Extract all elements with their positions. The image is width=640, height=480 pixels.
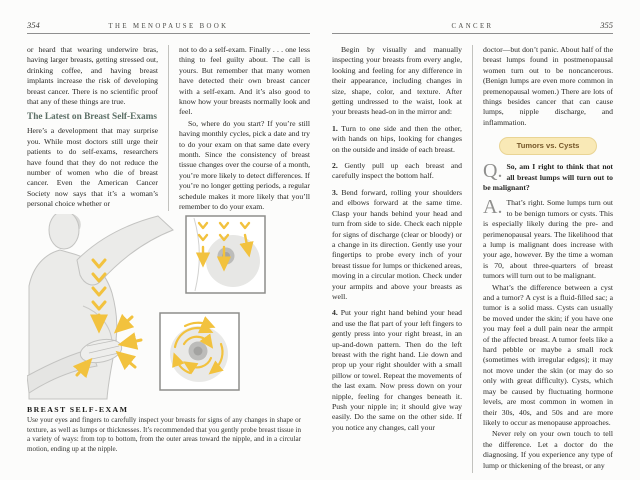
paragraph: Begin by visually and manually inspecting your breasts from every angle, looking and feeling for any difference in their appearance, including changes in size, shape, color, and texture. After getting undressed to the waist, look at your breasts head-on in the mirror and: (332, 45, 462, 117)
caption-body: Use your eyes and fingers to carefully inspect your breasts for signs of any changes in shape or texture, as well as lumps or thicknesses. It’s recommended that you gently probe breast tissue in a variety of ways: from top to bottom, from the outer areas toward the nipple, and in a circular motion, ending up at the nipple. (27, 416, 301, 453)
tumors-vs-cysts-badge (499, 137, 598, 155)
section-heading: The Latest on Breast Self-Exams (27, 112, 157, 123)
question-dropcap: Q. (483, 160, 503, 183)
self-exam-figure (27, 214, 312, 402)
left-column-2 (168, 45, 310, 211)
page-header-right (332, 18, 613, 34)
text-columns-right (332, 45, 613, 473)
page-355 (332, 18, 613, 470)
step-text: Bend forward, rolling your shoulders and elbows forward at the same time. Clasp your hands behind your head and turn from side to side. Check each nipple for signs of discharge (clear or bloody) or a change in its direction. Gently use your fingertips to probe every inch of your breast tissue for lumps or thickened areas, moving in a circular motion. Check under your armpits and above your breasts as well. (332, 187, 462, 301)
question-text: So, am I right to think that not all breast lumps will turn out to be malignant? (483, 162, 613, 192)
paragraph: doctor—but don’t panic. About half of the breast lumps found in postmenopausal women turn out to be noncancerous. (Benign lumps are even more common in premenopausal women.) There are lots of things besides cancer that can cause lumps, nipple discharge, and inflammation. (483, 45, 613, 127)
running-head-right: CANCER (451, 23, 494, 30)
step-item (332, 188, 462, 302)
step-number: 3. (332, 187, 338, 197)
right-column-1 (332, 45, 462, 473)
paragraph: or heard that wearing underwire bras, having larger breasts, getting stressed out, drinking coffee, and having breast implants increase the risk of developing breast cancer. There is no scientific proof that any of these things are true. (27, 45, 158, 107)
paragraph: Here’s a development that may surprise you. While most doctors still urge their patients to do self-exams, researchers have found that they do not reduce the number of women who die of breast cancer. Even the American Cancer Society now says that it’s a woman’s personal choice whether or (27, 126, 158, 209)
breast-self-exam-illustration (27, 214, 312, 402)
step-item (332, 124, 462, 155)
inset-circular-pattern (160, 313, 239, 390)
answer-block (483, 198, 613, 281)
question-block (483, 162, 613, 193)
page-number-right: 355 (600, 20, 613, 30)
step-text: Gently pull up each breast and carefully inspect the bottom half. (332, 161, 462, 181)
paragraph: Never rely on your own touch to tell the difference. Let a doctor do the diagnosing. If you experience any type of lump or thickening of the breast, or any (483, 429, 613, 470)
left-column-1 (27, 45, 158, 211)
step-text: Put your right hand behind your head and use the flat part of your left fingers to gently press into your right breast, in an up-and-down pattern. Then do the left breast with the right hand. Lie down and prop up your right shoulder with a small pillow or towel. Repeat the movements of the last exam. Now press down on your nipple, feeling for changes beneath it. Push your nipple in; it should give way easily. Do the same on the other side. If you notice any changes, call your (332, 308, 462, 432)
badge-label: Tumors vs. Cysts (516, 140, 580, 150)
page-header-left (27, 18, 310, 34)
answer-text: That’s right. Some lumps turn out to be benign tumors or cysts. This is especially likely during the pre- and perimenopausal years. The likelihood that a lump is malignant does increase with your age, however. By the time a woman is 70, about three-quarters of breast tumors will turn out to be malignant. (483, 198, 613, 281)
paragraph: not to do a self-exam. Finally . . . one less thing to feel guilty about. The call is yours. But remember that many women have detected their own breast cancer with a self-exam. And it’s also good to know how your breasts normally look and feel. (179, 45, 310, 117)
step-number: 2. (332, 161, 338, 171)
page-number-left: 354 (27, 20, 40, 30)
paragraph: What’s the difference between a cyst and a tumor? A cyst is a fluid-filled sac; a tumor is a solid mass. Cysts can usually be moved under the skin; if you have one you may feel a dull pain near the armpit of the affected breast. A tumor feels like a hard pebble or maybe a small rock (sometimes with irregular edges); it may not move under the skin (or may do so only with great difficulty). Cysts, which may be caused by fluctuating hormone levels, are most common in women in their 30s, 40s, and 50s and are more likely to occur as menopause approaches. (483, 282, 613, 427)
running-head-left: THE MENOPAUSE BOOK (108, 23, 229, 30)
step-number: 4. (332, 308, 338, 318)
step-text: Turn to one side and then the other, with hands on hips, looking for changes on the outside and inside of each breast. (332, 123, 462, 154)
text-columns-left (27, 45, 310, 211)
step-number: 1. (332, 123, 338, 133)
step-item (332, 161, 462, 182)
figure-caption (27, 405, 301, 454)
caption-title: BREAST SELF-EXAM (27, 405, 129, 414)
right-column-2 (472, 45, 613, 473)
step-item (332, 308, 462, 433)
page-354 (27, 18, 310, 470)
answer-dropcap: A. (483, 196, 503, 219)
paragraph: So, where do you start? If you’re still having monthly cycles, pick a date and try to do your exam on that same date every month. Since the consistency of breast tissue changes over the course of a month, you’re more likely to detect differences. If you’re no longer getting periods, a regular schedule makes it more likely that you’ll remember to do your exam. (179, 118, 310, 211)
inset-vertical-pattern (186, 216, 265, 293)
